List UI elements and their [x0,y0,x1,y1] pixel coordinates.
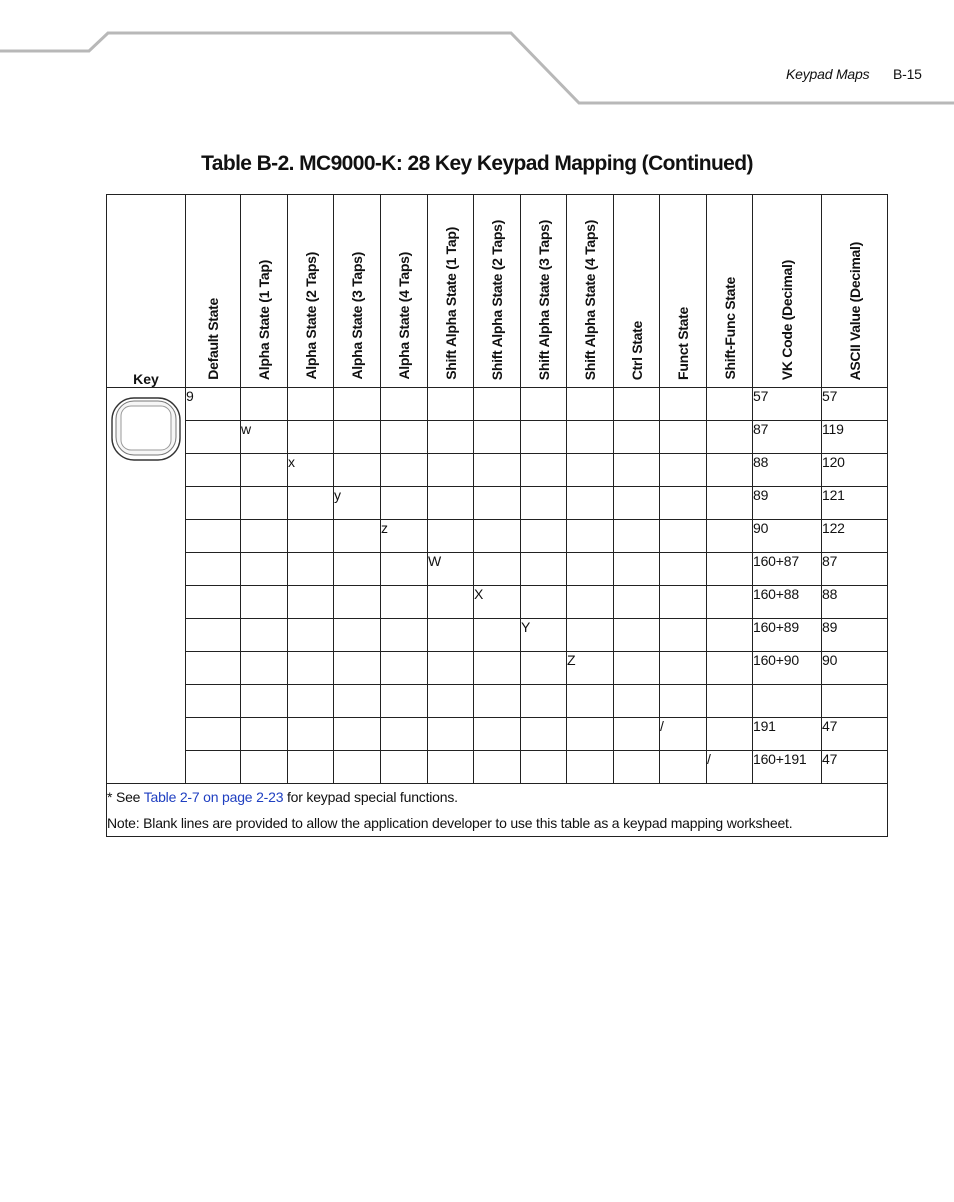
table-cell [567,454,614,487]
key-image-cell [107,388,186,784]
table-cell [288,652,334,685]
table-cell [241,652,288,685]
column-header: Shift-Func State [707,195,753,388]
table-cell: Z [567,652,614,685]
table-cell [707,487,753,520]
table-cell [334,685,381,718]
table-cell [521,388,567,421]
table-cell [334,388,381,421]
table-row [107,388,888,421]
table-cell [521,421,567,454]
table-cell [707,652,753,685]
table-cell [381,718,428,751]
table-cell [614,718,660,751]
table-cell [186,652,241,685]
column-header: Default State [186,195,241,388]
table-cell: 191 [753,718,822,751]
table-cell [567,619,614,652]
table-cell [241,454,288,487]
column-header: Ctrl State [614,195,660,388]
table-cell [614,685,660,718]
table-cell: / [660,718,707,751]
table-cell [241,520,288,553]
table-cell: 89 [753,487,822,520]
table-cell: 160+87 [753,553,822,586]
table-cell [381,619,428,652]
table-cell [614,487,660,520]
table-cell [474,718,521,751]
column-header: ASCII Value (Decimal) [822,195,888,388]
table-cell: w [241,421,288,454]
table-row [107,586,888,619]
table-cell [381,751,428,784]
table-cell [474,553,521,586]
table-cell: 122 [822,520,888,553]
table-cell [288,553,334,586]
table-cell [567,388,614,421]
column-header: Alpha State (4 Taps) [381,195,428,388]
table-cell [521,586,567,619]
column-header: VK Code (Decimal) [753,195,822,388]
table-cell [474,454,521,487]
table-cell: 121 [822,487,888,520]
table-cell [614,421,660,454]
table-cell [428,652,474,685]
table-cell [521,553,567,586]
column-header: Alpha State (1 Tap) [241,195,288,388]
table-cell [381,388,428,421]
table-cell [428,454,474,487]
table-cell: 87 [822,553,888,586]
table-cell: 90 [753,520,822,553]
table-cell [567,487,614,520]
table-cell [241,388,288,421]
table-cell [381,553,428,586]
table-cell [753,685,822,718]
table-cell [381,487,428,520]
table-cell [521,685,567,718]
table-cell [521,487,567,520]
table-cell [241,751,288,784]
table-cell: 57 [753,388,822,421]
table-cell [707,553,753,586]
table-cell: 87 [753,421,822,454]
table-cell [241,487,288,520]
table-cell: 119 [822,421,888,454]
table-cell [381,454,428,487]
table-cell [241,718,288,751]
table-cell [474,685,521,718]
table-cell [381,652,428,685]
table-row [107,520,888,553]
table-cell [381,586,428,619]
table-cell: X [474,586,521,619]
table-cell [241,553,288,586]
table-cell [241,619,288,652]
table-cell [428,421,474,454]
table-cell [614,520,660,553]
table-cell [822,685,888,718]
table-cell [614,454,660,487]
table-cell [660,520,707,553]
table-cell [186,520,241,553]
see-note: * See Table 2-7 on page 2-23 for keypad special functions. [107,789,458,805]
table-cell: y [334,487,381,520]
table-cell: 160+88 [753,586,822,619]
table-cell: 9 [186,388,241,421]
table-cell [707,619,753,652]
table-cell [428,718,474,751]
table-cell [428,619,474,652]
table-cell: 160+89 [753,619,822,652]
table-cell [288,388,334,421]
table-cell [614,652,660,685]
table-cell: z [381,520,428,553]
table-cell [334,619,381,652]
table-cell [660,619,707,652]
cross-reference-link[interactable]: Table 2-7 on page 2-23 [143,789,284,805]
table-cell [334,553,381,586]
keypad-mapping-table [106,194,888,837]
table-cell [334,751,381,784]
table-cell [660,685,707,718]
table-cell [567,685,614,718]
table-cell [288,619,334,652]
table-cell [186,553,241,586]
table-cell [334,520,381,553]
table-cell [707,421,753,454]
table-cell [707,388,753,421]
table-cell [241,685,288,718]
table-cell [614,619,660,652]
table-cell [474,652,521,685]
table-cell [186,454,241,487]
table-cell [186,619,241,652]
table-cell [707,685,753,718]
column-header: Shift Alpha State (1 Tap) [428,195,474,388]
table-row [107,454,888,487]
table-row [107,553,888,586]
table-cell [428,751,474,784]
table-cell: / [707,751,753,784]
table-cell [707,454,753,487]
table-notes-row [107,784,888,837]
table-cell [614,586,660,619]
table-cell [428,487,474,520]
table-cell [614,553,660,586]
table-cell [334,421,381,454]
table-cell [186,487,241,520]
worksheet-note: Note: Blank lines are provided to allow the application developer to use this table as a keypad mapping worksheet. [107,815,793,831]
table-cell [660,553,707,586]
table-cell: Y [521,619,567,652]
table-cell [288,718,334,751]
table-notes [107,784,888,837]
table-cell [428,586,474,619]
table-cell [288,487,334,520]
table-cell [521,751,567,784]
table-cell [474,751,521,784]
table-cell [288,421,334,454]
table-cell [707,520,753,553]
table-cell [288,520,334,553]
column-header: Shift Alpha State (2 Taps) [474,195,521,388]
table-cell [707,718,753,751]
table-cell: W [428,553,474,586]
table-cell [428,388,474,421]
table-row [107,751,888,784]
table-cell [660,586,707,619]
table-row [107,685,888,718]
table-cell [707,586,753,619]
table-cell [288,685,334,718]
table-cell [288,586,334,619]
table-cell [186,685,241,718]
table-cell [660,421,707,454]
table-cell: 47 [822,751,888,784]
table-cell [660,388,707,421]
table-cell [334,454,381,487]
table-cell [474,388,521,421]
table-cell [334,652,381,685]
table-row [107,718,888,751]
table-cell [334,718,381,751]
table-cell [288,751,334,784]
table-cell [474,619,521,652]
table-cell [474,487,521,520]
table-title: Table B-2. MC9000-K: 28 Key Keypad Mapping (Continued) [201,152,753,175]
table-cell [614,751,660,784]
header-page-number: B-15 [893,66,922,82]
table-cell [521,520,567,553]
column-header: Alpha State (3 Taps) [334,195,381,388]
table-cell [186,751,241,784]
table-cell [334,586,381,619]
table-cell: 90 [822,652,888,685]
column-header: Funct State [660,195,707,388]
table-cell [474,421,521,454]
table-cell [567,553,614,586]
table-header-row [107,195,888,388]
table-cell [186,586,241,619]
table-cell: 57 [822,388,888,421]
table-cell [521,718,567,751]
table-cell [660,454,707,487]
table-cell [567,586,614,619]
table-row [107,619,888,652]
table-cell [660,751,707,784]
column-header: Shift Alpha State (4 Taps) [567,195,614,388]
header-section-title: Keypad Maps [786,66,870,82]
table-cell [428,520,474,553]
table-cell [428,685,474,718]
table-cell: 47 [822,718,888,751]
table-row [107,487,888,520]
column-header-key: Key [107,195,186,388]
table-cell [614,388,660,421]
table-cell: x [288,454,334,487]
table-row [107,421,888,454]
table-cell [567,520,614,553]
table-cell [660,487,707,520]
table-cell: 89 [822,619,888,652]
table-cell: 120 [822,454,888,487]
table-cell [474,520,521,553]
table-cell [660,652,707,685]
table-cell [241,586,288,619]
table-cell [186,421,241,454]
table-cell [567,421,614,454]
table-cell [567,718,614,751]
table-cell [381,421,428,454]
table-cell [521,454,567,487]
table-cell: 160+191 [753,751,822,784]
column-header: Shift Alpha State (3 Taps) [521,195,567,388]
table-cell [186,718,241,751]
header-rule [0,0,954,110]
table-cell [521,652,567,685]
table-cell: 160+90 [753,652,822,685]
table-cell [567,751,614,784]
table-cell [381,685,428,718]
table-cell: 88 [753,454,822,487]
table-cell: 88 [822,586,888,619]
keypad-key-icon [110,396,182,466]
column-header: Alpha State (2 Taps) [288,195,334,388]
table-row [107,652,888,685]
